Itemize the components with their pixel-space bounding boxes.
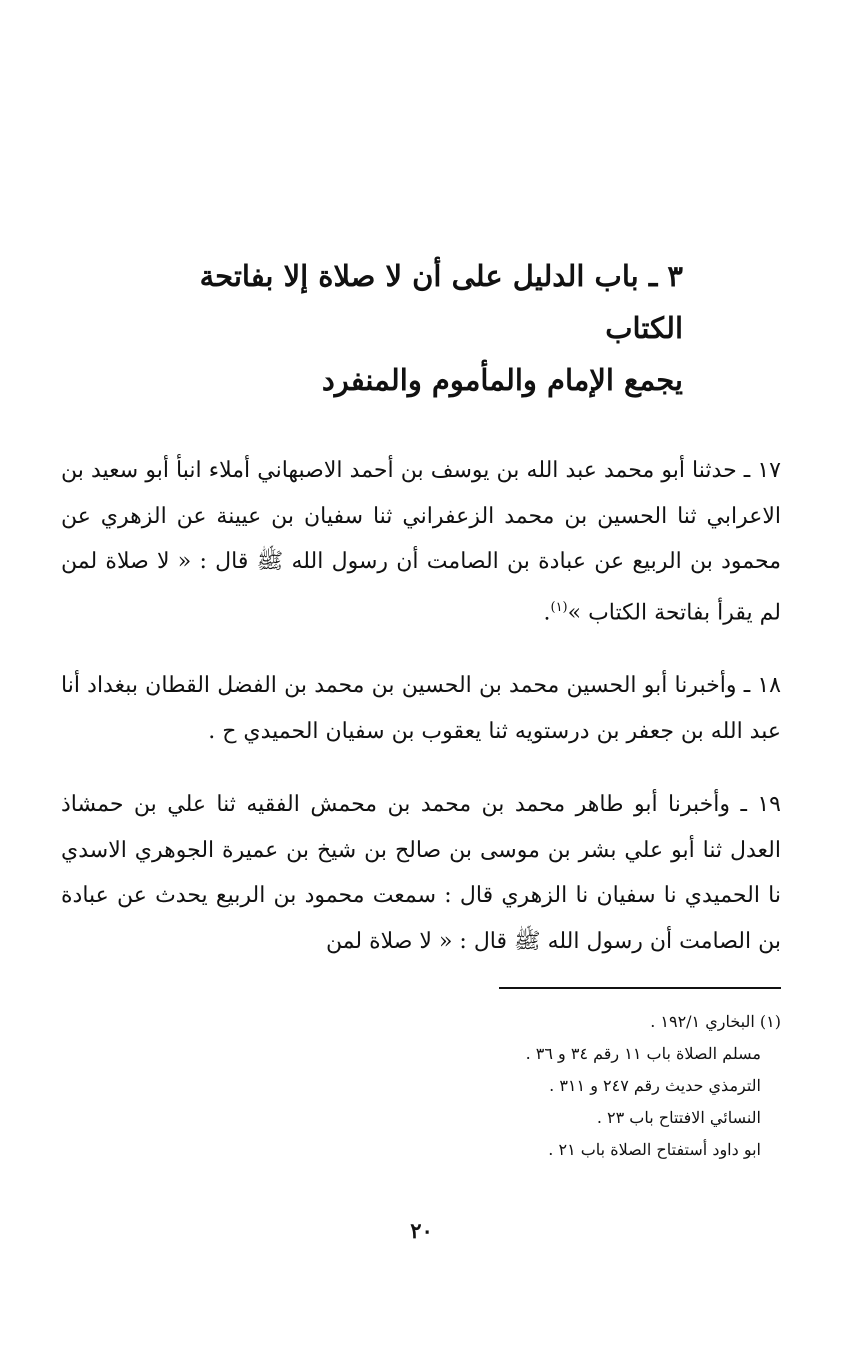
hadith-paragraph-17 bbox=[61, 448, 781, 635]
page-number: ٢٠ bbox=[410, 1218, 433, 1243]
footnote-line: النسائي الافتتاح باب ٢٣ . bbox=[596, 1108, 761, 1127]
footnote-line: ابو داود أستفتاح الصلاة باب ٢١ . bbox=[548, 1140, 761, 1159]
hadith-paragraph-18: ١٨ ـ وأخبرنا أبو الحسين محمد بن الحسين بن محمد بن الفضل القطان ببغداد أنا عبد الله بن جعفر بن درستويه ثنا يعقوب بن سفيان الحميدي ح . bbox=[61, 673, 781, 744]
paragraph-text: ١٧ ـ حدثنا أبو محمد عبد الله بن يوسف بن أحمد الاصبهاني أملاء انبأ أبو سعيد بن الاعرابي ثنا الحسين بن محمد الزعفراني ثنا سفيان بن عيينة عن الزهري عن محمود بن الربيع عن عبادة بن الصامت أن رسول الله ﷺ قال : « لا صلاة لمن لم يقرأ بفاتحة الكتاب » bbox=[61, 458, 781, 625]
paragraph-tail: . bbox=[543, 599, 551, 625]
hadith-paragraph-19: ١٩ ـ وأخبرنا أبو طاهر محمد بن محمد بن محمش الفقيه ثنا علي بن حمشاذ العدل ثنا أبو علي بشر بن موسى بن صالح بن شيخ بن عميرة الجوهري الاسدي نا الحميدي نا سفيان نا الزهري قال : سمعت محمود بن الربيع يحدث عن عبادة بن الصامت أن رسول الله ﷺ قال : « لا صلاة لمن bbox=[61, 792, 781, 954]
chapter-heading-line-1: ٣ ـ باب الدليل على أن لا صلاة إلا بفاتحة الكتاب bbox=[199, 259, 683, 345]
footnotes bbox=[381, 1006, 781, 1166]
footnote-reference: (١) bbox=[550, 599, 568, 615]
footnote-line: الترمذي حديث رقم ٢٤٧ و ٣١١ . bbox=[549, 1076, 761, 1095]
body-text bbox=[61, 448, 781, 992]
chapter-heading bbox=[123, 250, 683, 406]
footnote-line: مسلم الصلاة باب ١١ رقم ٣٤ و ٣٦ . bbox=[525, 1044, 761, 1063]
footnote-line: (١) البخاري ١٩٢/١ . bbox=[650, 1012, 781, 1031]
footnote-divider bbox=[499, 987, 781, 989]
chapter-heading-line-2: يجمع الإمام والمأموم والمنفرد bbox=[321, 363, 683, 397]
